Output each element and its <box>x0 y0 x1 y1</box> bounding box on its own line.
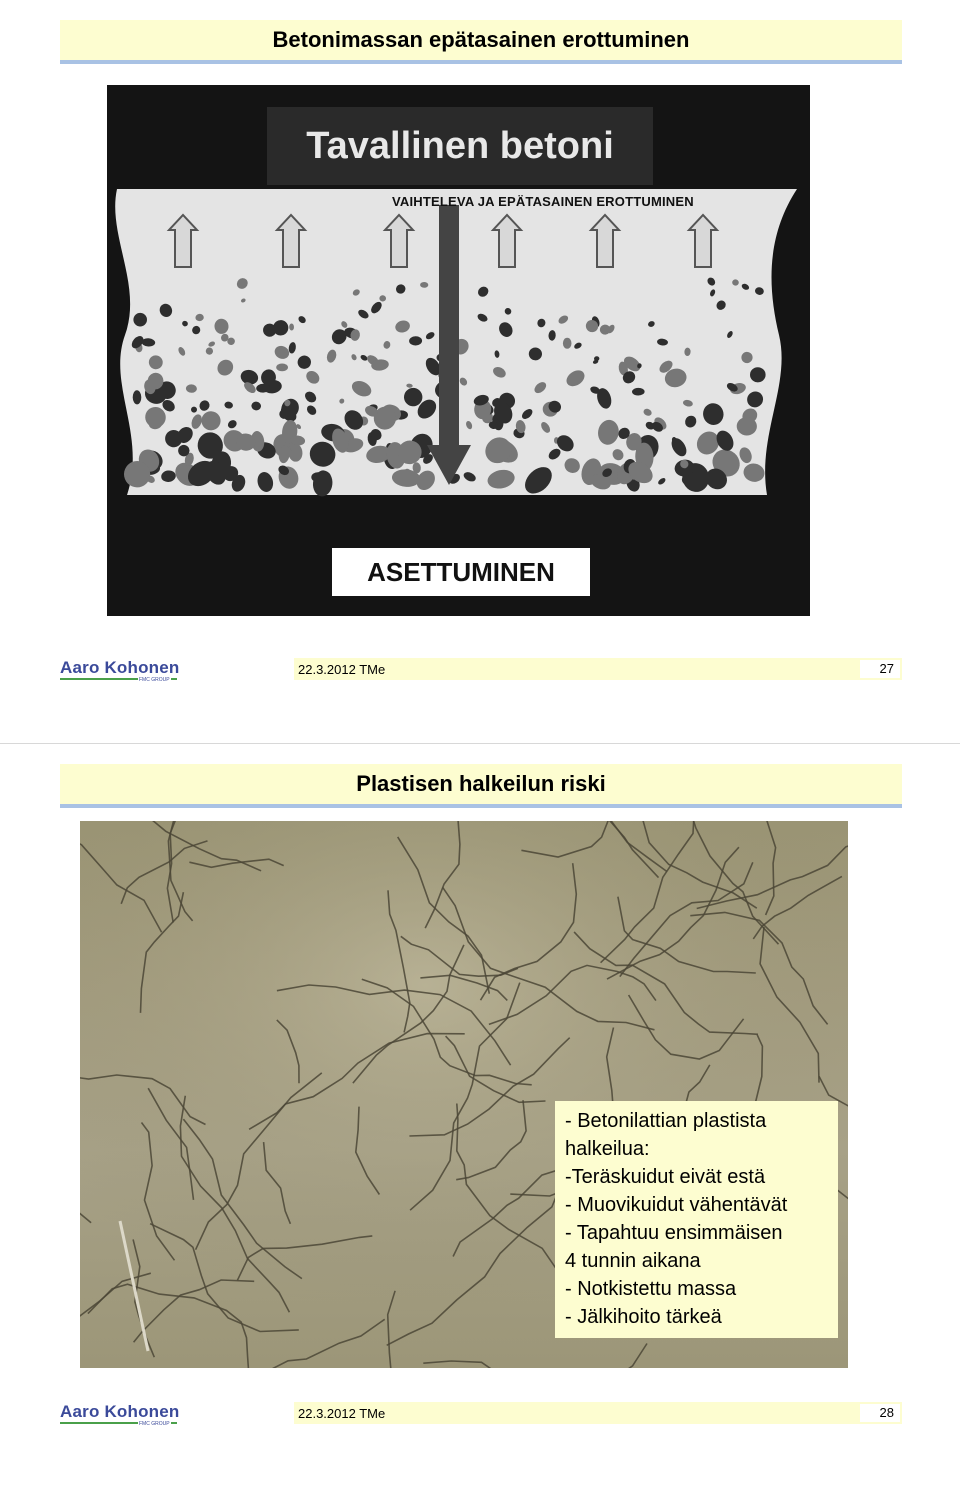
note-line: halkeilua: <box>565 1138 650 1160</box>
concrete-segregation-photo <box>107 85 810 616</box>
slide-title: Plastisen halkeilun riski <box>356 771 606 796</box>
note-line: - Tapahtuu ensimmäisen <box>565 1222 783 1244</box>
note-line: -Teräskuidut eivät estä <box>565 1166 766 1188</box>
notes-box <box>555 1101 838 1338</box>
note-line: - Jälkihoito tärkeä <box>565 1306 722 1328</box>
page-number: 28 <box>860 1404 900 1422</box>
logo-subtext: FMC GROUP <box>139 677 170 683</box>
aggregate-stone <box>750 367 766 382</box>
photo-sub-label: VAIHTELEVA JA EPÄTASAINEN EROTTUMINEN <box>392 194 694 209</box>
note-line: - Notkistettu massa <box>565 1278 737 1300</box>
footer-bar <box>294 658 902 680</box>
note-line: 4 tunnin aikana <box>565 1250 701 1272</box>
slide-title-bar <box>60 20 902 64</box>
slide-footer <box>60 1400 902 1428</box>
aggregate-stone <box>276 364 288 372</box>
logo-text: Aaro Kohonen <box>60 658 180 677</box>
photo-heading: Tavallinen betoni <box>306 124 614 167</box>
footer-date-author: 22.3.2012 TMe <box>298 1406 386 1421</box>
photo-bottom-box <box>332 548 590 596</box>
footer-bar <box>294 1402 902 1424</box>
page-number: 27 <box>860 660 900 678</box>
photo-bottom-label: ASETTUMINEN <box>367 556 555 587</box>
slide-title: Betonimassan epätasainen erottuminen <box>272 27 690 52</box>
footer-date-author: 22.3.2012 TMe <box>298 662 386 677</box>
aggregate-stone <box>563 338 572 349</box>
logo-text: Aaro Kohonen <box>60 1402 180 1421</box>
note-line: - Betonilattian plastista <box>565 1110 767 1132</box>
company-logo <box>60 1402 180 1426</box>
concrete-cross-section-drawing <box>107 85 810 616</box>
note-line: - Muovikuidut vähentävät <box>565 1194 788 1216</box>
logo-subtext: FMC GROUP <box>139 1421 170 1427</box>
slide-28 <box>0 744 960 1488</box>
slide-footer <box>60 656 902 684</box>
slide-27 <box>0 0 960 744</box>
slide-title-bar <box>60 764 902 808</box>
company-logo <box>60 658 180 682</box>
